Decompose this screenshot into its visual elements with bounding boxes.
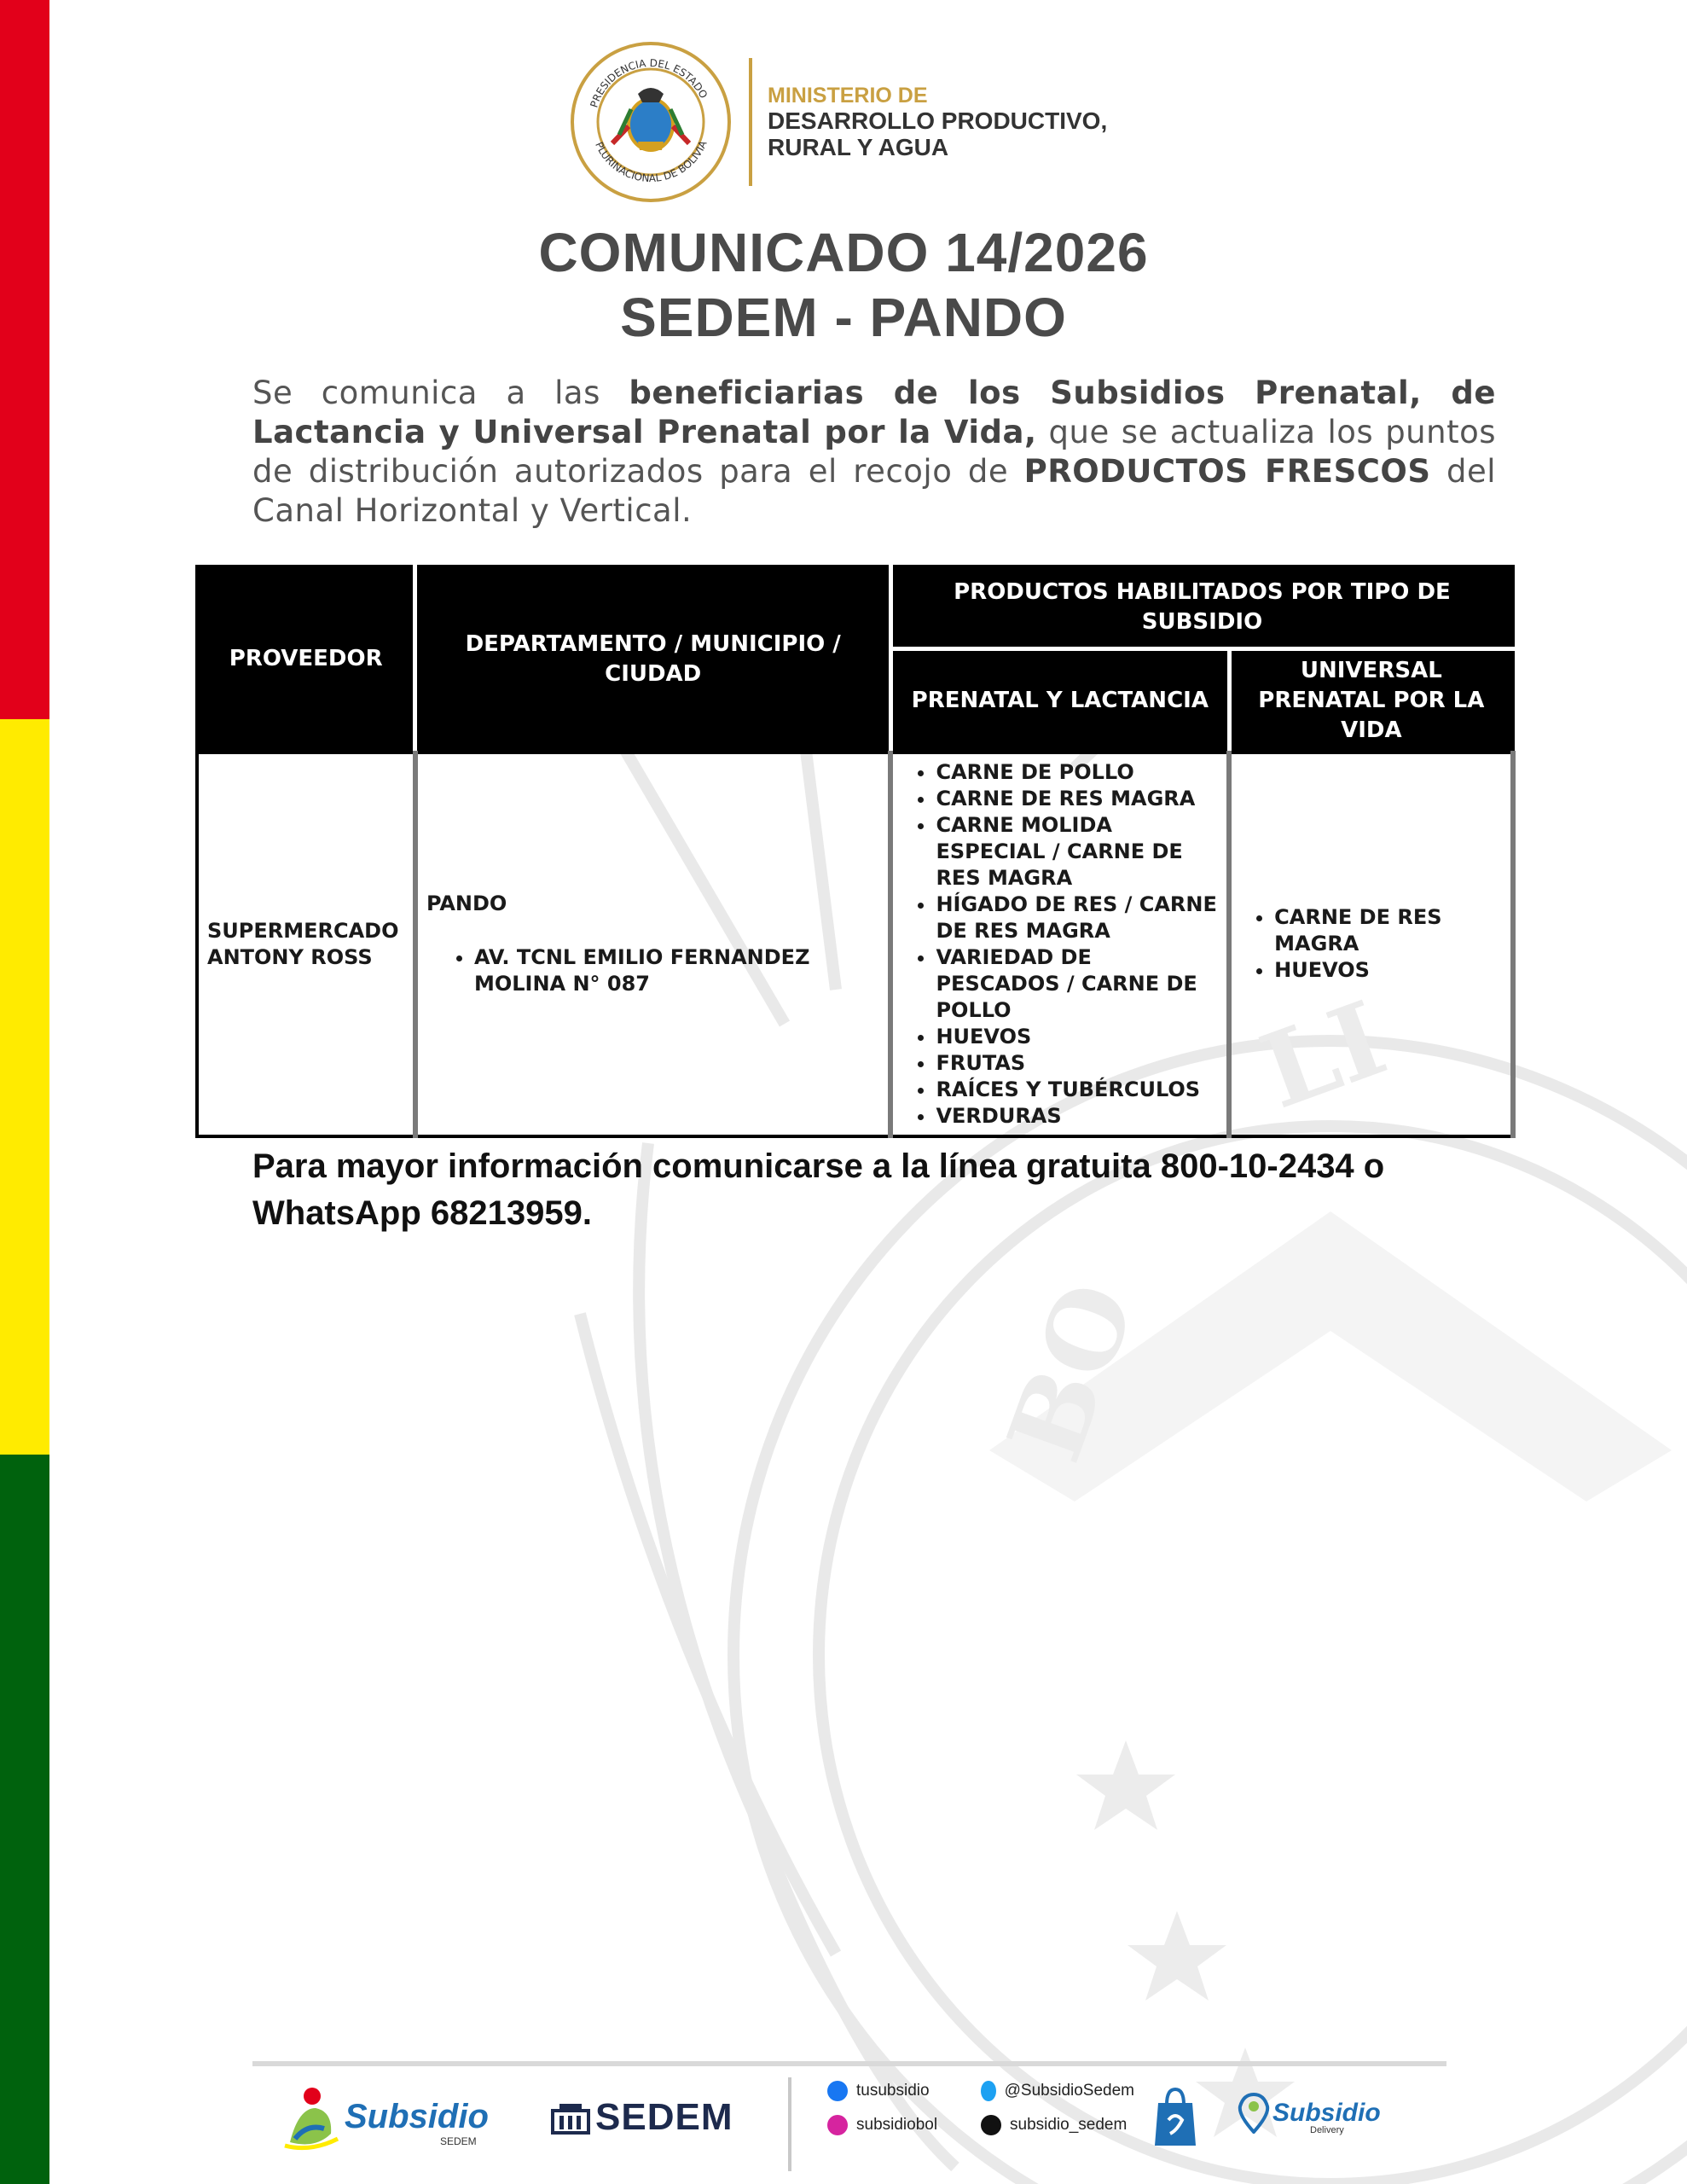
facebook-handle: tusubsidio (856, 2082, 930, 2100)
facebook-link[interactable] (827, 2081, 981, 2101)
page-title (0, 220, 1687, 350)
shopping-bag-icon (1151, 2086, 1199, 2147)
intro-bold-1: beneficiarias de los Subsidios Prenatal, de Lactancia y Universal Prenatal por la Vida, (252, 375, 1496, 450)
list-item: • FRUTAS (936, 1050, 1218, 1077)
tiktok-link[interactable] (981, 2115, 1134, 2135)
cell-location (415, 752, 891, 1136)
table-row (197, 752, 1513, 1136)
logos-divider (788, 2077, 791, 2171)
subsidio-delivery-logo (1237, 2093, 1381, 2134)
cell-provider: SUPERMERCADO ANTONY ROSS (197, 752, 415, 1136)
list-item: • CARNE DE RES MAGRA (1274, 904, 1502, 957)
location-pin-icon (1237, 2093, 1271, 2134)
delivery-logo-subtext: Delivery (1310, 2125, 1344, 2135)
ministry-line-1: MINISTERIO DE (768, 83, 928, 107)
subsidio-logo-subtext: SEDEM (440, 2135, 477, 2147)
title-line-1: COMUNICADO 14/2026 (538, 222, 1149, 283)
twitter-icon (981, 2081, 996, 2101)
intro-text-3: del Canal Horizontal y Vertical. (252, 453, 1497, 529)
header-location: DEPARTAMENTO / MUNICIPIO / CIUDAD (415, 566, 891, 752)
header-universal: UNIVERSAL PRENATAL POR LA VIDA (1229, 648, 1513, 752)
mother-child-icon (281, 2082, 341, 2151)
facebook-icon (827, 2081, 848, 2101)
cell-prenatal-products (890, 752, 1229, 1136)
cell-universal-products (1229, 752, 1513, 1136)
header-divider (749, 58, 752, 186)
header (570, 41, 1107, 203)
flag-yellow (0, 719, 49, 1455)
flag-red (0, 0, 49, 719)
list-item: • HÍGADO DE RES / CARNE DE RES MAGRA (936, 892, 1218, 944)
tiktok-icon (981, 2115, 1001, 2135)
footer-logos (273, 2077, 1450, 2171)
header-provider: PROVEEDOR (197, 566, 415, 752)
contact-line-2: WhatsApp 68213959. (252, 1194, 592, 1232)
sedem-logo-text: SEDEM (595, 2096, 733, 2138)
presidency-seal-icon (570, 41, 732, 203)
tiktok-handle: subsidio_sedem (1010, 2116, 1128, 2134)
address-item: • AV. TCNL EMILIO FERNANDEZ MOLINA N° 087 (474, 944, 880, 997)
svg-text:PLURINACIONAL DE BOLIVIA: PLURINACIONAL DE BOLIVIA (593, 138, 710, 185)
intro-text-1: Se comunica a las (252, 375, 629, 411)
intro-paragraph (252, 374, 1496, 531)
subsidio-logo-text: Subsidio (345, 2097, 489, 2135)
svg-text:BO: BO (984, 1268, 1159, 1476)
instagram-link[interactable] (827, 2115, 981, 2135)
flag-green (0, 1455, 49, 2184)
bottom-divider (252, 2061, 1446, 2066)
cell-department: PANDO (426, 892, 507, 915)
twitter-link[interactable] (981, 2081, 1134, 2101)
list-item: • VERDURAS (936, 1103, 1218, 1130)
svg-text:LI: LI (1246, 978, 1400, 1133)
instagram-icon (827, 2115, 848, 2135)
distribution-table (195, 565, 1516, 1138)
title-line-2: SEDEM - PANDO (620, 287, 1067, 348)
universal-list (1240, 904, 1502, 984)
list-item: • RAÍCES Y TUBÉRCULOS (936, 1077, 1218, 1103)
ministry-name (768, 84, 1107, 161)
intro-text-2: que se actualiza los puntos de distribución autorizados para el recojo de (252, 414, 1496, 490)
list-item: • CARNE DE RES MAGRA (936, 786, 1218, 812)
list-item: • HUEVOS (1274, 957, 1502, 984)
ministry-line-3: RURAL Y AGUA (768, 134, 949, 160)
twitter-handle: @SubsidioSedem (1004, 2082, 1134, 2100)
header-products: PRODUCTOS HABILITADOS POR TIPO DE SUBSIDIO (890, 566, 1513, 648)
intro-bold-2: PRODUCTOS FRESCOS (1023, 453, 1431, 490)
contact-info (252, 1143, 1384, 1237)
prenatal-list (901, 759, 1218, 1130)
contact-line-1: Para mayor información comunicarse a la línea gratuita 800-10-2434 o (252, 1147, 1385, 1185)
instagram-handle: subsidiobol (856, 2116, 938, 2134)
subsidio-logo (281, 2082, 489, 2151)
list-item: • CARNE MOLIDA ESPECIAL / CARNE DE RES MAGRA (936, 812, 1218, 892)
list-item: • HUEVOS (936, 1024, 1218, 1050)
social-links (827, 2081, 1134, 2149)
svg-text:PRESIDENCIA DEL ESTADO: PRESIDENCIA DEL ESTADO (588, 56, 710, 109)
sedem-building-icon (551, 2100, 590, 2135)
delivery-logo-text: Subsidio (1272, 2099, 1381, 2127)
list-item: • VARIEDAD DE PESCADOS / CARNE DE POLLO (936, 944, 1218, 1024)
list-item: • CARNE DE POLLO (936, 759, 1218, 786)
address-list (426, 944, 880, 997)
header-prenatal: PRENATAL Y LACTANCIA (890, 648, 1229, 752)
ministry-line-2: DESARROLLO PRODUCTIVO, (768, 107, 1108, 134)
sedem-logo (551, 2096, 733, 2139)
